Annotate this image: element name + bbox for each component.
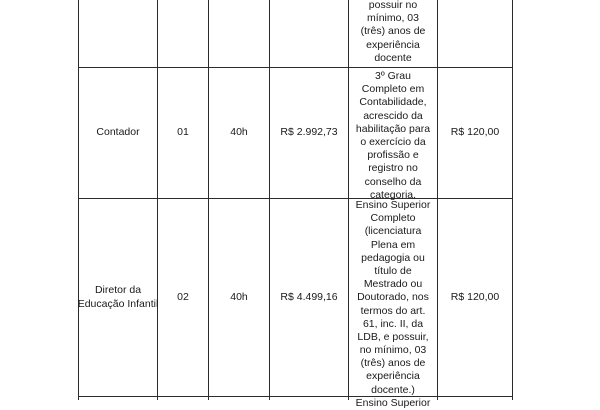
requirements-line: Completo em xyxy=(361,83,425,96)
hours-cell-contador: 40h xyxy=(230,126,248,139)
requirements-line: conselho da xyxy=(364,175,422,188)
requirements-line: (três) anos de xyxy=(360,25,426,38)
requirements-line: 61, inc. II, da xyxy=(362,317,424,330)
requirements-cell-top xyxy=(350,0,436,65)
requirements-line: experiência xyxy=(366,38,420,51)
requirements-line: Plena em xyxy=(370,238,416,251)
requirements-line: categoria. xyxy=(369,188,417,201)
position-cell-diretor xyxy=(79,199,157,396)
requirements-line: Doutorado, nos xyxy=(357,291,429,304)
salary-cell-diretor: R$ 4.499,16 xyxy=(280,290,338,303)
salary-cell-contador: R$ 2.992,73 xyxy=(280,126,338,139)
vacancies-cell-contador: 01 xyxy=(177,126,189,139)
column-divider-4 xyxy=(348,0,349,400)
hours-cell-diretor: 40h xyxy=(230,290,248,303)
fee-cell-contador: R$ 120,00 xyxy=(450,126,500,139)
requirements-line: o exercício da xyxy=(360,135,426,148)
position-cell-contador: Contador xyxy=(96,126,140,139)
table-border-right xyxy=(512,0,513,400)
requirements-line: Mestrado ou xyxy=(363,278,423,291)
requirements-line: docente.) xyxy=(371,383,415,396)
requirements-line: pedagogia ou xyxy=(361,251,425,264)
requirements-line: mínimo, 03 xyxy=(367,12,419,25)
position-line: Educação Infantil xyxy=(77,297,159,310)
row-divider-3 xyxy=(78,396,513,397)
requirements-line: registro no xyxy=(368,162,418,175)
requirements-line: profissão e xyxy=(367,149,419,162)
requirements-line: Ensino Superior xyxy=(355,199,431,211)
position-line: Diretor da xyxy=(94,284,142,297)
requirements-cell-contador xyxy=(350,70,436,202)
requirements-line: termos do art. xyxy=(360,304,426,317)
requirements-line: título de xyxy=(374,264,412,277)
requirements-line: Contabilidade, xyxy=(359,96,427,109)
requirements-line: experiência xyxy=(366,370,420,383)
requirements-cell-diretor xyxy=(350,199,436,397)
requirements-line: 3º Grau xyxy=(375,70,411,82)
requirements-line: LDB, e possuir, xyxy=(357,330,429,343)
fee-cell-diretor: R$ 120,00 xyxy=(450,290,500,303)
requirements-line: possuir no xyxy=(368,0,418,11)
requirements-line: habilitação para xyxy=(355,122,431,135)
requirements-line: acrescido da xyxy=(363,109,423,122)
requirements-line: (três) anos de xyxy=(360,357,426,370)
requirements-line: (licenciatura xyxy=(364,225,422,238)
requirements-line: no mínimo, 03 xyxy=(359,344,427,357)
requirements-cell-bottom: Ensino Superior xyxy=(355,397,431,409)
requirements-line: docente xyxy=(374,51,412,64)
vacancies-cell-diretor: 02 xyxy=(177,290,189,303)
requirements-line: Completo xyxy=(370,212,416,225)
